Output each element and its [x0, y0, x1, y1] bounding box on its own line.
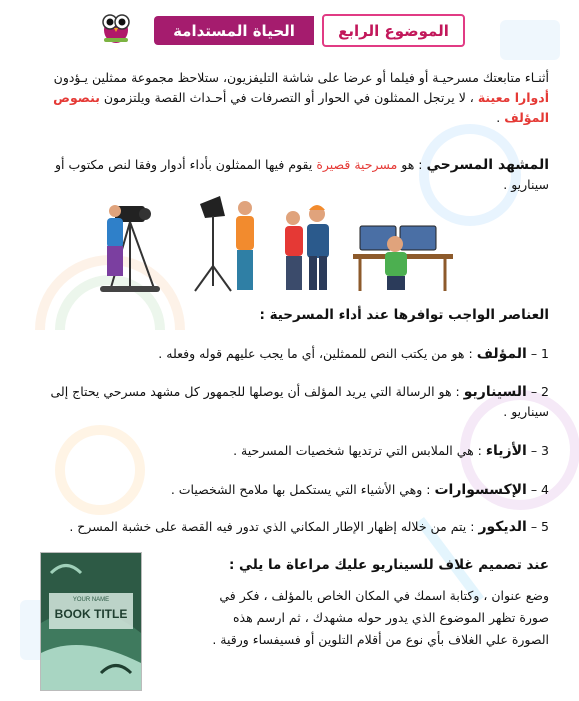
item-desc: : يتم من خلاله إظهار الإطار المكاني الذي تدور فيه القصة على خشبة المسرح . — [69, 519, 479, 534]
elements-item-1 — [29, 344, 549, 364]
editor-desk-figure — [353, 226, 453, 291]
cover-instructions: وضع عنوان ، وكتابة اسمك في المكان الخاص بالمؤلف ، فكر في صورة تظهر الموضوع الذي يدور حوله مشهدك ، ثم ارسم هذه الصورة علي الغلاف بأي نوع من أقلام التلوين أو فسيفساء ورقية . — [212, 588, 549, 647]
book-cover-art — [41, 553, 141, 690]
topic-title: الحياة المستدامة — [154, 16, 314, 45]
cover-heading: عند تصميم غلاف للسيناريو عليك مراعاة ما يلي : — [228, 557, 549, 573]
intro-text-2: ، لا يرتجل الممثلون في الحوار أو التصرفات في أحـداث القصة ويلتزمون — [99, 90, 478, 105]
elements-item-5 — [29, 517, 549, 537]
scene-text-2: يقوم فيها الممثلون بأداء أدوار وفقا لنص مكتوب أو سيناريو . — [55, 157, 549, 192]
item-number: 2 – — [526, 384, 549, 399]
book-title-label: BOOK TITLE — [54, 607, 128, 621]
intro-text-3: . — [496, 110, 505, 125]
item-term: السيناريو — [463, 384, 527, 400]
book-cover-image — [40, 552, 142, 691]
light-stand-figure — [195, 196, 254, 291]
intro-paragraph — [29, 68, 549, 128]
intro-highlight-author: بنصوص المؤلف — [53, 90, 549, 125]
scene-definition — [29, 155, 549, 195]
item-desc: : وهي الأشياء التي يستكمل بها ملامح الشخصيات . — [170, 482, 435, 497]
book-author-label: YOUR NAME — [72, 597, 110, 603]
cameraman-figure — [100, 205, 160, 292]
elements-heading: العناصر الواجب توافرها عند أداء المسرحية : — [259, 307, 549, 323]
item-number: 1 – — [526, 346, 549, 361]
scene-text: : هو — [397, 157, 427, 172]
item-term: المؤلف — [476, 346, 527, 362]
item-number: 5 – — [526, 519, 549, 534]
item-number: 4 – — [526, 482, 549, 497]
intro-text: أثنـاء متابعتك مسرحيـة أو فيلما أو عرضا على شاشة التليفزيون، ستلاحظ مجموعة ممثلين يـؤدون — [53, 70, 549, 85]
owl-icon — [100, 8, 132, 44]
item-number: 3 – — [526, 443, 549, 458]
film-crew-illustration — [95, 196, 465, 296]
intro-highlight-roles: أدوارا معينة — [477, 90, 549, 105]
elements-item-4 — [29, 480, 549, 500]
scene-highlight: مسرحية قصيرة — [316, 157, 398, 172]
scene-term: المشهد المسرحي — [426, 157, 549, 173]
topic-label: الموضوع الرابع — [322, 14, 465, 47]
item-term: الديكور — [478, 519, 527, 535]
elements-item-3 — [29, 441, 549, 461]
item-desc: : هي الملابس التي ترتديها شخصيات المسرحية . — [233, 443, 486, 458]
makeup-scene-figure — [285, 205, 329, 290]
header-banner — [154, 14, 465, 47]
item-term: الإكسسوارات — [434, 482, 527, 498]
elements-item-2 — [29, 382, 549, 422]
item-desc: : هو الرسالة التي يريد المؤلف أن يوصلها للجمهور كل مشهد مسرحي يحتاج إلى سيناريو . — [50, 384, 549, 419]
item-desc: : هو من يكتب النص للممثلين، أي ما يجب عليهم قوله وفعله . — [158, 346, 477, 361]
item-term: الأزياء — [485, 443, 527, 459]
